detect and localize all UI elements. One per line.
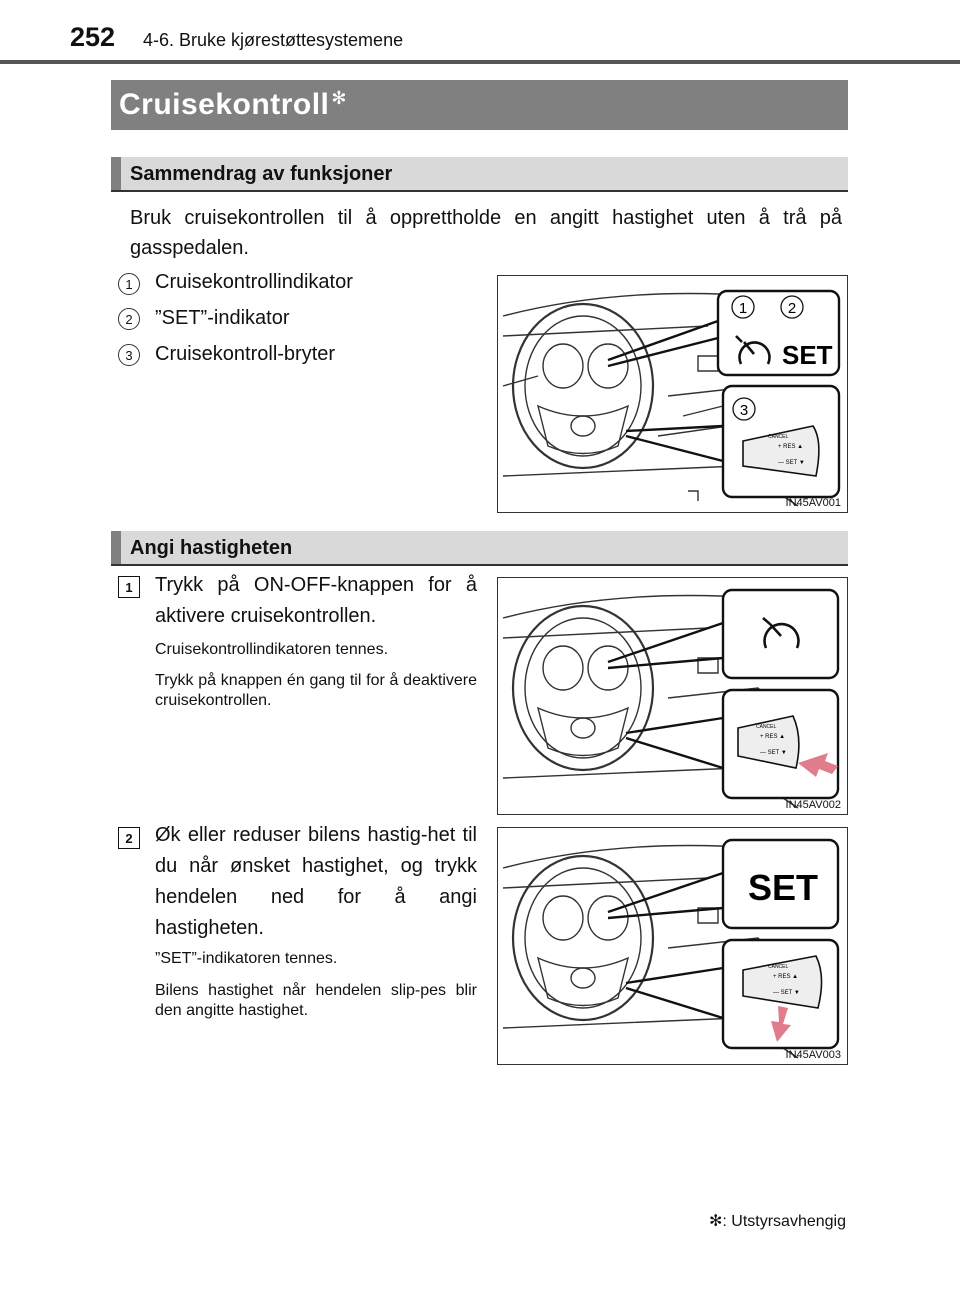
lever-set-label: — SET ▼: [773, 990, 800, 996]
step-2-note-1: ”SET”-indikatoren tennes.: [155, 950, 338, 967]
cockpit-illustration-2: [498, 578, 847, 814]
legend-number-2: 2: [118, 308, 140, 330]
heading-marker: [111, 531, 121, 564]
chapter-title: 4-6. Bruke kjørestøttesystemene: [143, 30, 404, 50]
lever-cancel-label: CANCEL: [768, 964, 789, 970]
asterisk-icon: ✻: [708, 1213, 723, 1230]
speed-heading: Angi hastigheten: [130, 537, 293, 559]
summary-heading-bar: [111, 157, 848, 192]
summary-intro: Bruk cruisekontrollen til å opprettholde en angitt hastighet uten å trå på gasspedalen.: [130, 207, 842, 259]
footnote: [709, 1211, 846, 1231]
legend-label-2: ”SET”-indikator: [155, 307, 290, 329]
lever-res-label: + RES ▲: [760, 734, 786, 740]
page-number: 252: [70, 22, 116, 52]
step-2-note-2: Bilens hastighet når hendelen slip-pes blir den angitte hastighet.: [155, 982, 477, 1019]
step-1-text: Trykk på ON-OFF-knappen for å aktivere cruisekontrollen.: [155, 574, 477, 627]
lever-res-label: + RES ▲: [778, 444, 804, 450]
callout-1: 1: [738, 300, 748, 317]
cockpit-illustration-3: [498, 828, 847, 1064]
legend-number-3: 3: [118, 344, 140, 366]
legend-number-1: 1: [118, 273, 140, 295]
set-indicator-text: SET: [748, 867, 819, 908]
figure-step-2: [497, 827, 848, 1065]
callout-3: 3: [739, 402, 749, 419]
callout-2: 2: [787, 300, 797, 317]
step-number-1: 1: [118, 576, 140, 598]
header-rule: [0, 60, 960, 64]
step-2-text: Øk eller reduser bilens hastig-het til du når ønsket hastighet, og trykk hendelen ned for å angi hastigheten.: [155, 824, 477, 939]
lever-res-label: + RES ▲: [773, 974, 799, 980]
cockpit-illustration-1: [498, 276, 847, 512]
footnote-text: : Utstyrsavhengig: [722, 1213, 846, 1230]
speed-heading-bar: [111, 531, 848, 566]
summary-heading: Sammendrag av funksjoner: [130, 163, 393, 185]
figure-overview: [497, 275, 848, 513]
legend-label-3: Cruisekontroll-bryter: [155, 343, 336, 365]
section-title-bar: [111, 80, 848, 130]
section-title: Cruisekontroll ✻: [119, 88, 347, 121]
lever-cancel-label: CANCEL: [756, 724, 777, 730]
asterisk-icon: ✻: [331, 88, 347, 108]
figure-step-1: [497, 577, 848, 815]
figure-code-1: IN45AV001: [785, 497, 841, 509]
step-number-2: 2: [118, 827, 140, 849]
heading-marker: [111, 157, 121, 190]
step-1-note-2: Trykk på knappen én gang til for å deaktivere cruisekontrollen.: [155, 672, 477, 709]
set-indicator-text: SET: [782, 340, 833, 370]
step-1-note-1: Cruisekontrollindikatoren tennes.: [155, 641, 389, 658]
lever-cancel-label: CANCEL: [768, 434, 789, 440]
lever-set-label: — SET ▼: [760, 750, 787, 756]
legend-label-1: Cruisekontrollindikator: [155, 271, 353, 293]
figure-code-2: IN45AV002: [785, 799, 841, 811]
figure-code-3: IN45AV003: [785, 1049, 841, 1061]
lever-set-label: — SET ▼: [778, 460, 805, 466]
